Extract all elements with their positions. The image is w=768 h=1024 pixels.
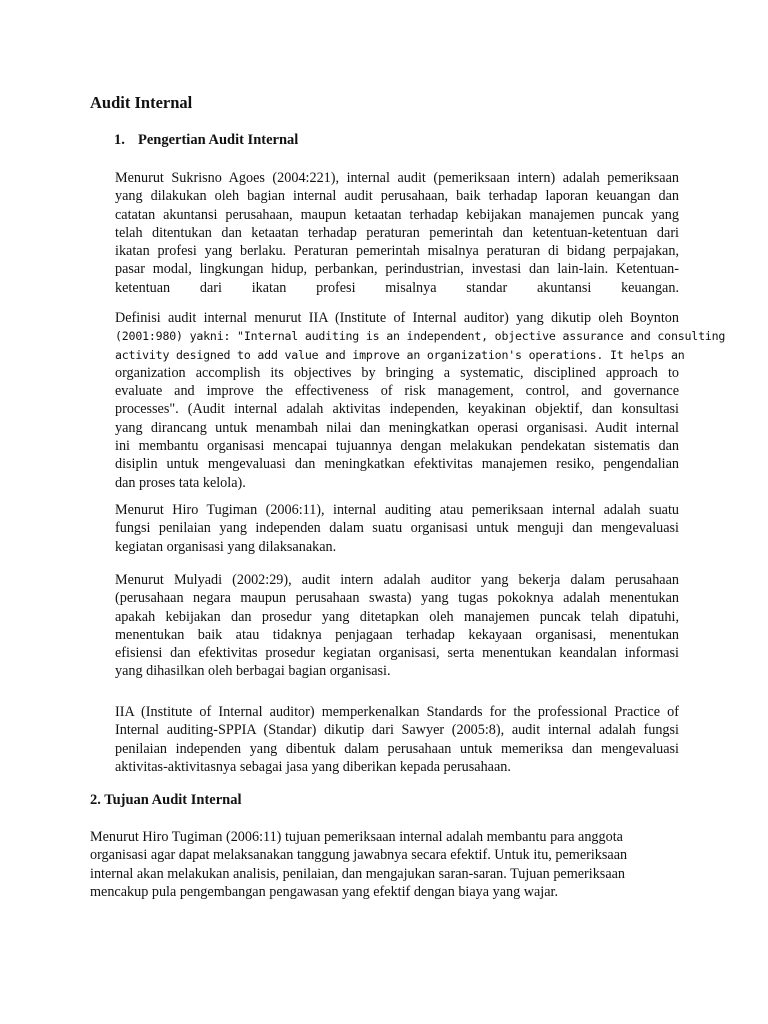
text-line: yang dirancang untuk menambah nilai dan meningkatkan operasi organisasi. Audit internal: [115, 419, 679, 436]
paragraph-tujuan-audit: [90, 828, 640, 901]
section-1-number: 1.: [114, 132, 125, 148]
paragraph-sukrisno-agoes: [115, 169, 679, 297]
text-line: ikatan profesi yang berlaku. Peraturan pemerintah misalnya peraturan di bidang perpajakan,: [115, 243, 679, 260]
text-line: catatan akuntansi perusahaan, maupun ketaatan terhadap kebijakan manajemen puncak yang: [115, 206, 679, 223]
text-line-quote: (2001:980) yakni: "Internal auditing is an independent, objective assurance and consulting: [115, 329, 726, 344]
text-line: Menurut Hiro Tugiman (2006:11), internal auditing atau pemeriksaan internal adalah suatu: [115, 502, 679, 518]
text-line: penilaian independen yang dibentuk dalam perusahaan untuk memeriksa dan mengevaluasi: [115, 740, 679, 757]
text-line: menentukan baik atau tidaknya penjagaan terhadap kekayaan organisasi, menentukan: [115, 626, 679, 643]
text-line: dan proses tata kelola).: [115, 474, 246, 491]
text-line: disiplin untuk mengevaluasi dan meningkatkan efektivitas manajemen resiko, pengendalian: [115, 456, 679, 473]
text-line: apakah kebijakan dan prosedur yang ditetapkan oleh manajemen puncak telah dipatuhi,: [115, 608, 679, 625]
text-line-quote: activity designed to add value and improve an organization's operations. It helps an: [115, 347, 685, 362]
text-line: evaluate and improve the effectiveness of risk management, control, and governance: [115, 383, 679, 400]
text-line: telah ditentukan dan ketaatan terhadap peraturan pemerintah dan ketentuan-ketentuan dari: [115, 224, 679, 241]
text-line: pasar modal, lingkungan hidup, perbankan, perindustrian, investasi dan lain-lain. Ketentuan-: [115, 261, 679, 278]
paragraph-iia-boynton: [115, 309, 726, 492]
text-line: kegiatan organisasi yang dilaksanakan.: [115, 538, 337, 555]
paragraph-mulyadi: [115, 571, 679, 681]
text-line: fungsi penilaian yang independen dalam suatu organisasi untuk menguji dan mengevaluasi: [115, 520, 679, 537]
text-line: aktivitas-aktivitasnya sebagai jasa yang diberikan kepada perusahaan.: [115, 758, 511, 775]
text-line: ini membantu organisasi mencapai tujuannya dengan melakukan pendekatan sistematis dan: [115, 438, 679, 455]
text-line: efisiensi dan efektivitas prosedur kegiatan organisasi, serta menentukan keandalan informasi: [115, 645, 679, 662]
text-line: organisasi agar dapat melaksanakan tanggung jawabnya secara efektif. Untuk itu, pemeriksaan: [90, 847, 628, 864]
section-2-heading: 2. Tujuan Audit Internal: [90, 792, 242, 808]
text-line: (perusahaan negara maupun perusahaan swasta) yang tugas pokoknya adalah menentukan: [115, 590, 679, 607]
document-title: Audit Internal: [90, 93, 193, 112]
text-line: mencakup pula pengembangan pengawasan yang efektif dengan biaya yang wajar.: [90, 883, 558, 900]
paragraph-iia-sawyer: [115, 703, 679, 776]
text-line: organization accomplish its objectives by bringing a systematic, disciplined approach to: [115, 364, 679, 381]
text-line: internal akan melakukan analisis, penilaian, dan mengajukan saran-saran. Tujuan pemeriksaan: [90, 865, 626, 882]
section-1-heading: [114, 132, 298, 149]
text-line: Internal auditing-SPPIA (Standar) dikutip dari Sawyer (2005:8), audit internal adalah fungsi: [115, 722, 679, 739]
text-line: Menurut Sukrisno Agoes (2004:221), internal audit (pemeriksaan intern) adalah pemeriksaan: [115, 170, 679, 186]
section-1-title: Pengertian Audit Internal: [138, 132, 299, 148]
text-line: Menurut Hiro Tugiman (2006:11) tujuan pemeriksaan internal adalah membantu para anggota: [90, 829, 623, 845]
text-line: Definisi audit internal menurut IIA (Institute of Internal auditor) yang dikutip oleh Boynton: [115, 310, 679, 326]
text-line: Menurut Mulyadi (2002:29), audit intern adalah auditor yang bekerja dalam perusahaan: [115, 572, 679, 588]
text-line: yang dihasilkan oleh berbagai bagian organisasi.: [115, 663, 391, 680]
text-line: IIA (Institute of Internal auditor) memperkenalkan Standards for the professional Practice of: [115, 704, 679, 720]
text-line: ketentuan dari ikatan profesi misalnya standar akuntansi keuangan.: [115, 279, 679, 296]
text-line: processes". (Audit internal adalah aktivitas independen, keyakinan objektif, dan konsultasi: [115, 401, 679, 418]
paragraph-hiro-tugiman-definition: [115, 501, 679, 556]
text-line: yang dilakukan oleh bagian internal audit perusahaan, baik terhadap laporan keuangan dan: [115, 188, 679, 205]
